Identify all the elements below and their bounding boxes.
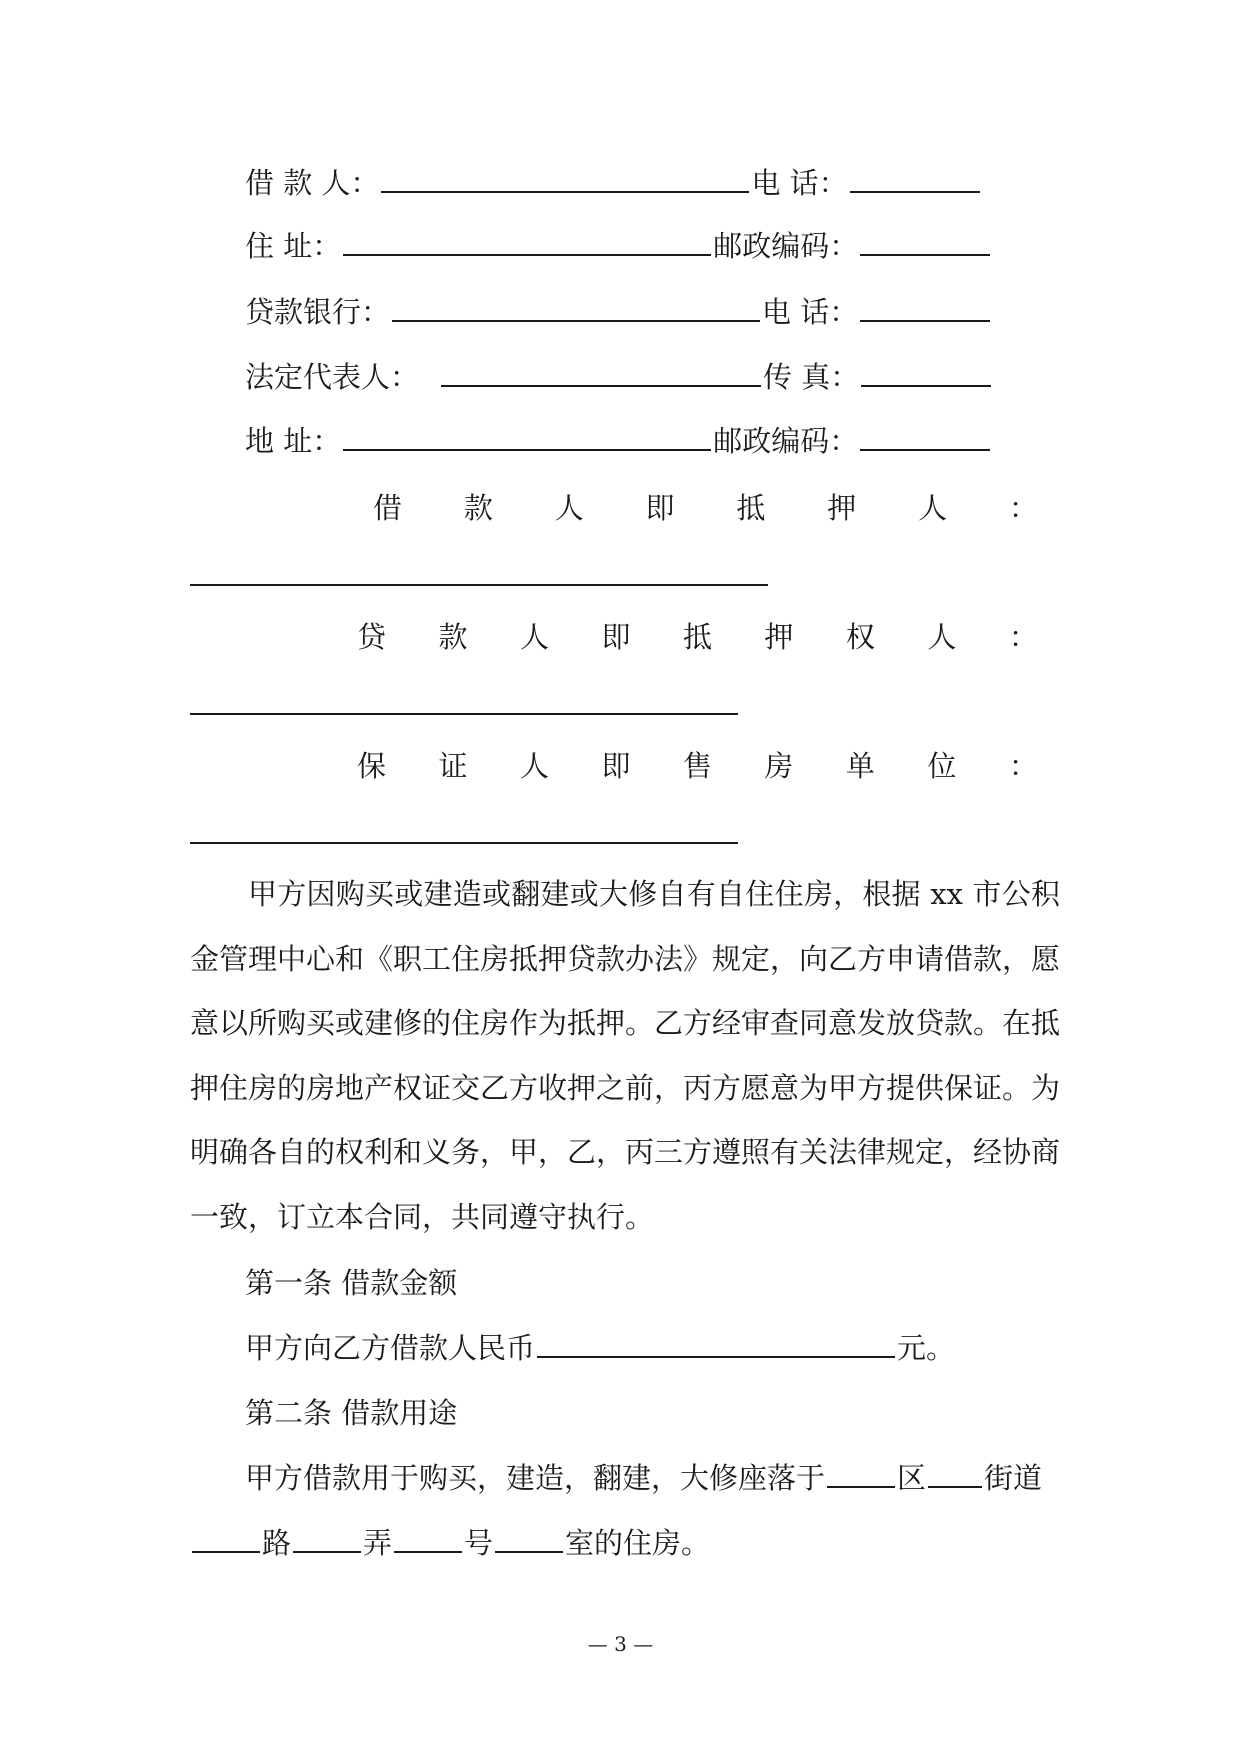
guarantor-heading xyxy=(357,749,1038,783)
bank-line xyxy=(245,295,992,329)
mortgagor-char: 抵 xyxy=(736,491,766,525)
address2-blank xyxy=(343,425,711,451)
guarantor-char: 即 xyxy=(601,749,631,783)
article2-line1-b: 区 xyxy=(897,1461,927,1495)
guarantor-char: 证 xyxy=(438,749,468,783)
guarantor-char: 人 xyxy=(519,749,549,783)
bank-phone-blank xyxy=(860,296,990,322)
mortgagee-char: 押 xyxy=(764,620,794,654)
loan-amount-blank xyxy=(537,1332,895,1358)
mortgagee-char: ： xyxy=(1008,620,1038,654)
borrower-blank xyxy=(381,167,749,193)
article2-line1-c: 街道 xyxy=(984,1461,1043,1495)
article2-title: 第二条 借款用途 xyxy=(245,1396,458,1430)
legal-rep-fax-label: 传 真： xyxy=(763,360,860,394)
mortgagee-blank xyxy=(190,713,738,715)
legal-rep-fax-blank xyxy=(861,361,991,387)
article2-line2 xyxy=(190,1526,710,1560)
article2-line2-b: 弄 xyxy=(363,1526,393,1560)
article1-text-after: 元。 xyxy=(897,1331,956,1365)
bank-label: 贷款银行： xyxy=(245,295,391,329)
article1-title: 第一条 借款金额 xyxy=(245,1266,458,1300)
guarantor-char: ： xyxy=(1008,749,1038,783)
address1-postcode-label: 邮政编码： xyxy=(713,229,859,263)
mortgagor-char: 押 xyxy=(827,491,857,525)
mortgagor-char: 借 xyxy=(373,491,403,525)
borrower-label: 借 款 人： xyxy=(245,166,380,200)
address2-postcode-blank xyxy=(860,425,990,451)
room-blank xyxy=(495,1527,563,1553)
legal-rep-line xyxy=(245,360,993,394)
bank-blank xyxy=(392,296,760,322)
lane-blank xyxy=(293,1527,361,1553)
article1-text-before: 甲方向乙方借款人民币 xyxy=(245,1331,536,1365)
number-blank xyxy=(394,1527,462,1553)
mortgagor-char: 人 xyxy=(918,491,948,525)
mortgagor-heading xyxy=(373,491,1038,525)
page-number: — 3 — xyxy=(587,1632,654,1656)
mortgagee-char: 人 xyxy=(519,620,549,654)
legal-rep-blank xyxy=(441,361,761,387)
guarantor-blank xyxy=(190,842,738,844)
mortgagee-char: 权 xyxy=(845,620,875,654)
preamble-paragraph: 甲方因购买或建造或翻建或大修自有自住住房，根据 xx 市公积金管理中心和《职工住房抵押贷款办法》规定，向乙方申请借款，愿意以所购买或建修的住房作为抵押。乙方经审查同意发放贷款。在抵押住房的房地产权证交乙方收押之前，丙方愿意为甲方提供保证。为明确各自的权利和义务，甲，乙，丙三方遵照有关法律规定，经协商一致，订立本合同，共同遵守执行。 xyxy=(190,877,1061,1234)
address1-line xyxy=(245,229,992,263)
mortgagee-char: 抵 xyxy=(682,620,712,654)
borrower-line xyxy=(245,166,982,200)
guarantor-char: 房 xyxy=(764,749,794,783)
district-blank xyxy=(827,1462,895,1488)
mortgagor-char: 即 xyxy=(645,491,675,525)
address1-label: 住 址： xyxy=(245,229,342,263)
mortgagee-char: 即 xyxy=(601,620,631,654)
article2-line2-a: 路 xyxy=(262,1526,292,1560)
guarantor-char: 位 xyxy=(927,749,957,783)
mortgagee-heading xyxy=(357,620,1038,654)
mortgagee-char: 贷 xyxy=(357,620,387,654)
article2-line2-d: 室的住房。 xyxy=(565,1526,711,1560)
address2-postcode-label: 邮政编码： xyxy=(713,424,859,458)
legal-rep-label: 法定代表人： xyxy=(245,360,420,394)
mortgagor-char: ： xyxy=(1008,491,1038,525)
mortgagor-char: 款 xyxy=(463,491,493,525)
address2-label: 地 址： xyxy=(245,424,342,458)
guarantor-char: 保 xyxy=(357,749,387,783)
mortgagee-char: 款 xyxy=(438,620,468,654)
mortgagee-char: 人 xyxy=(927,620,957,654)
address2-line xyxy=(245,424,992,458)
mortgagor-blank xyxy=(190,584,768,586)
street-blank xyxy=(928,1462,982,1488)
guarantor-char: 售 xyxy=(682,749,712,783)
road-blank xyxy=(192,1527,260,1553)
guarantor-char: 单 xyxy=(845,749,875,783)
article2-line2-c: 号 xyxy=(464,1526,494,1560)
bank-phone-label: 电 话： xyxy=(762,295,859,329)
borrower-phone-blank xyxy=(850,167,980,193)
address1-postcode-blank xyxy=(860,230,990,256)
borrower-phone-label: 电 话： xyxy=(751,166,848,200)
article2-line1-a: 甲方借款用于购买，建造，翻建，大修座落于 xyxy=(245,1461,826,1495)
article2-line1 xyxy=(245,1461,1042,1495)
address1-blank xyxy=(343,230,711,256)
mortgagor-char: 人 xyxy=(554,491,584,525)
article1-text xyxy=(245,1331,955,1365)
